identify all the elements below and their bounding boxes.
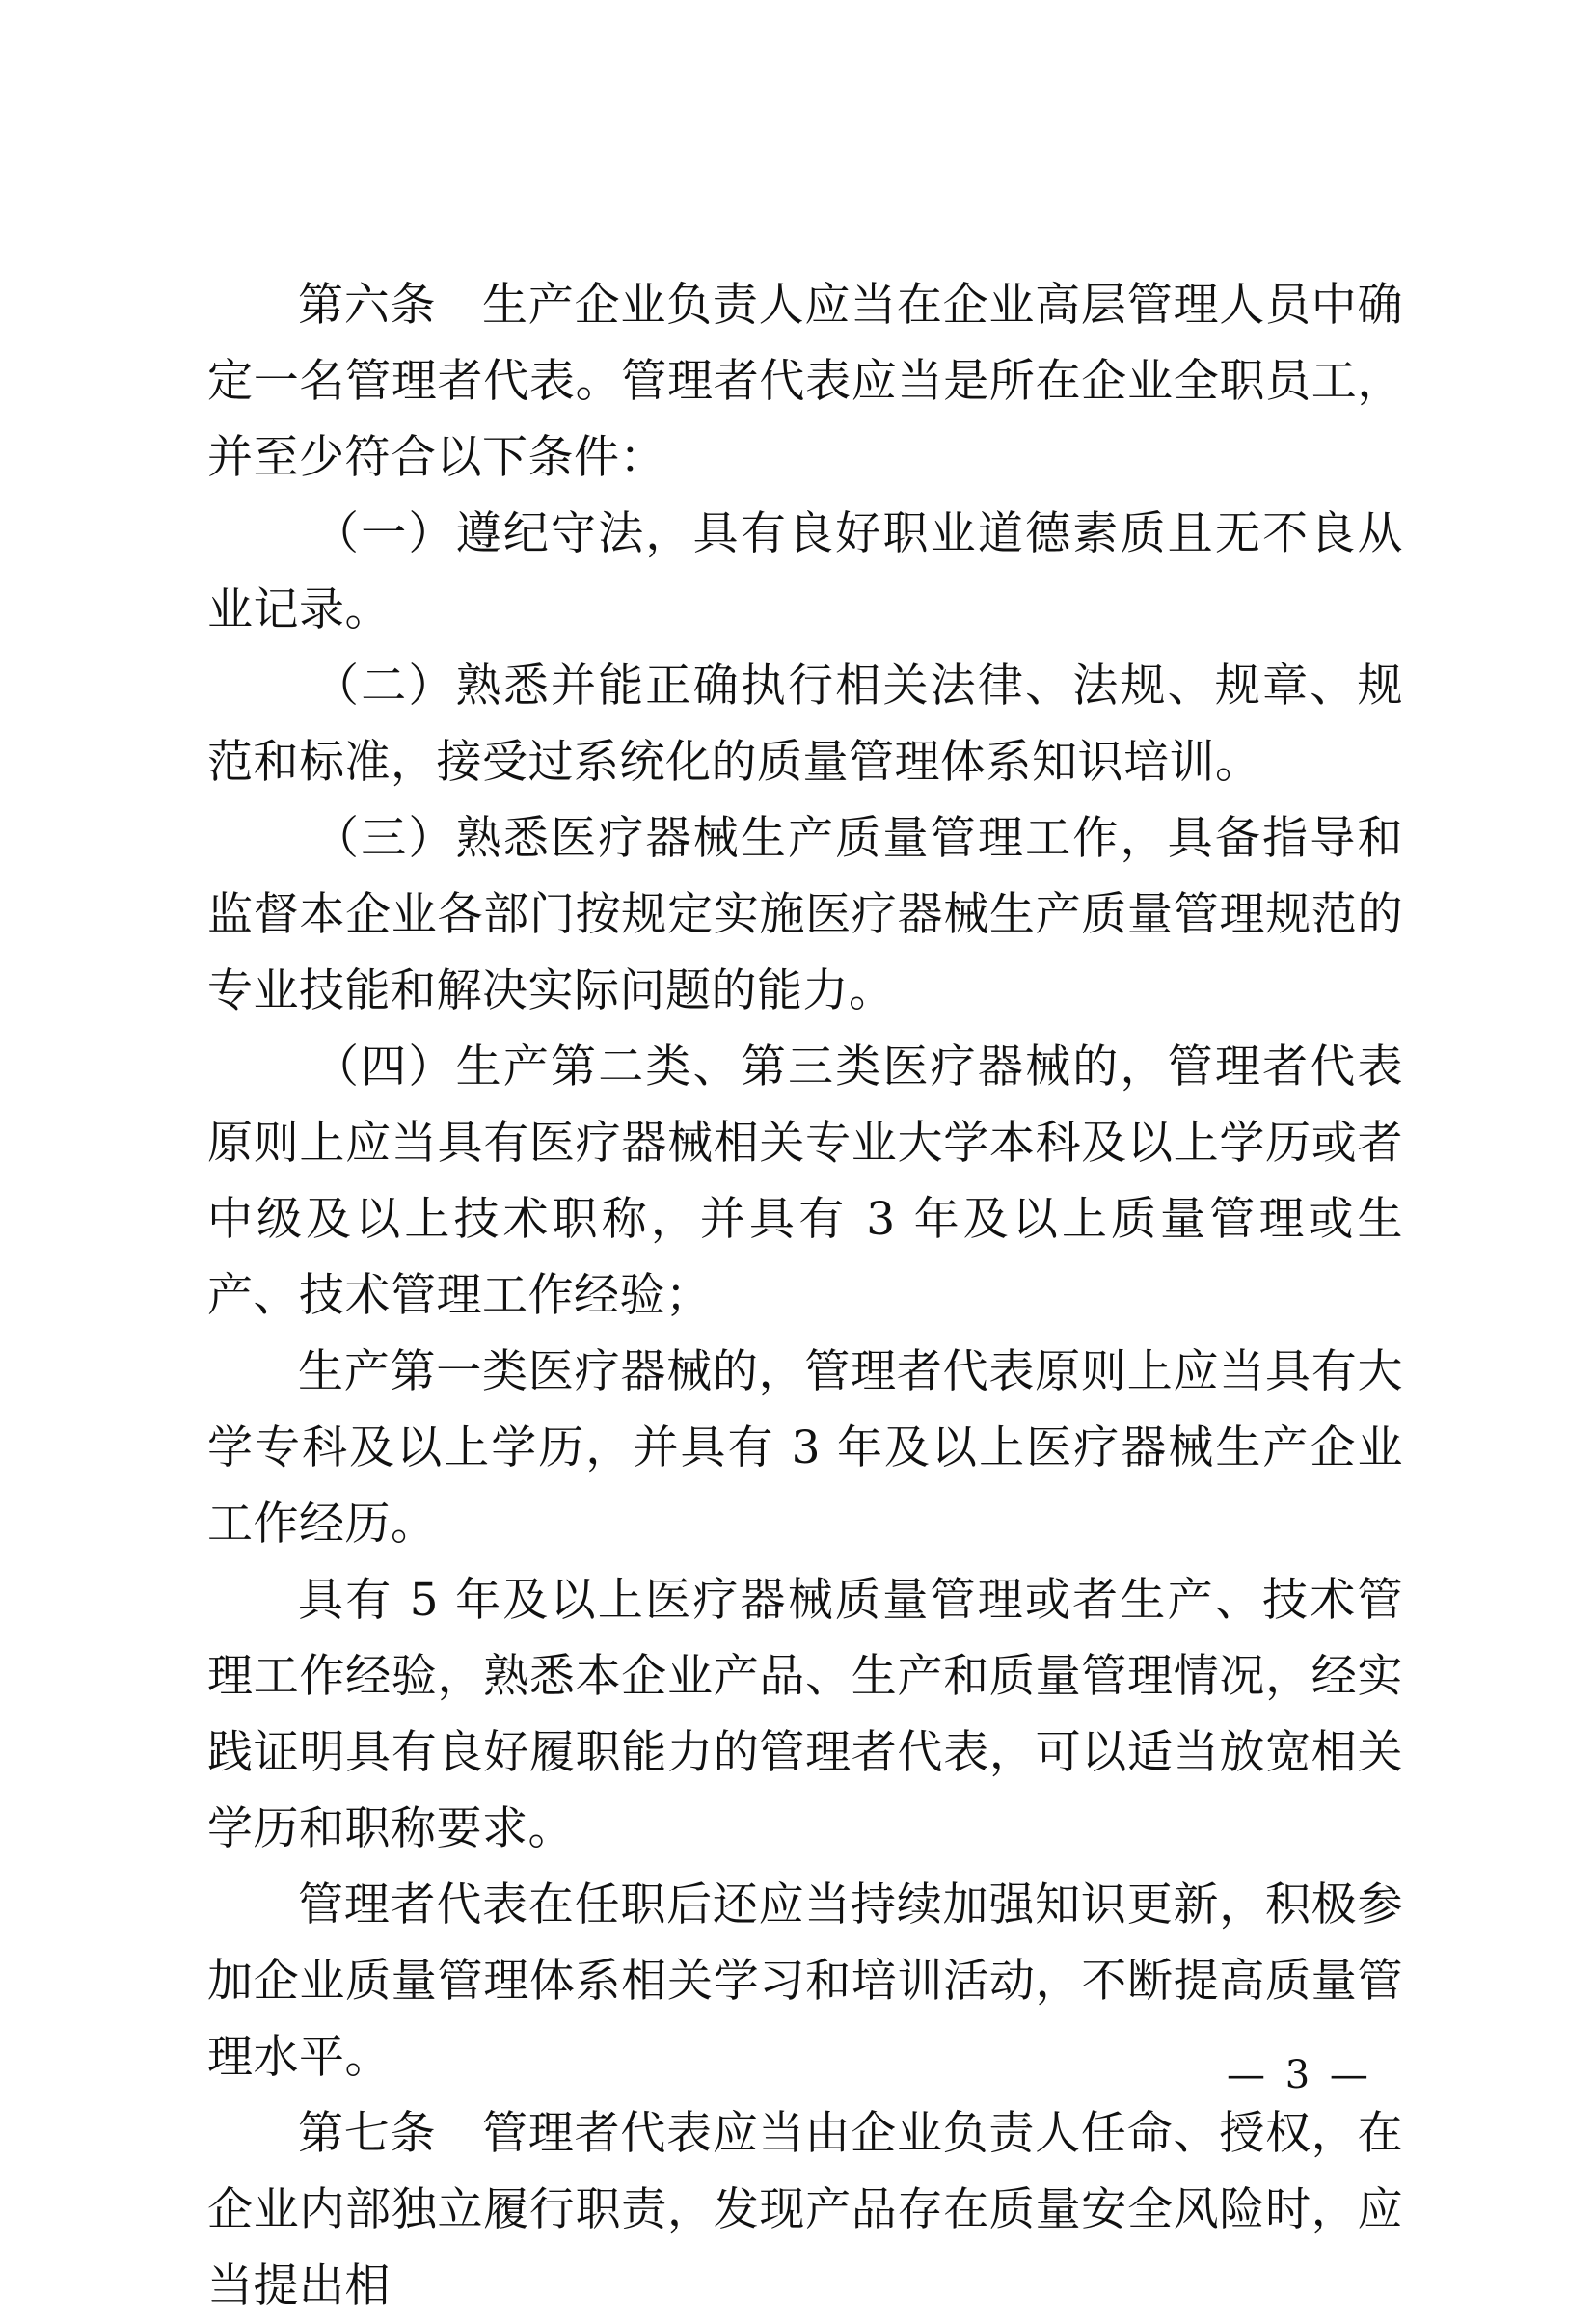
condition-4-paragraph: （四）生产第二类、第三类医疗器械的，管理者代表原则上应当具有医疗器械相关专业大学本科及以上学历或者中级及以上技术职称，并具有 3 年及以上质量管理或生产、技术管理工作经验；	[207, 1040, 1404, 1322]
condition-3-paragraph: （三）熟悉医疗器械生产质量管理工作，具备指导和监督本企业各部门按规定实施医疗器械生产质量管理规范的专业技能和解决实际问题的能力。	[207, 812, 1403, 1017]
page-number: — 3 —	[1227, 2053, 1372, 2097]
class-one-paragraph: 生产第一类医疗器械的，管理者代表原则上应当具有大学专科及以上学历，并具有 3 年及以上医疗器械生产企业工作经历。	[207, 1345, 1403, 1551]
experience-relaxation-paragraph: 具有 5 年及以上医疗器械质量管理或者生产、技术管理工作经验，熟悉本企业产品、生产和质量管理情况，经实践证明具有良好履职能力的管理者代表，可以适当放宽相关学历和职称要求。	[207, 1574, 1403, 1855]
condition-2-paragraph: （二）熟悉并能正确执行相关法律、法规、规章、规范和标准，接受过系统化的质量管理体系知识培训。	[207, 660, 1403, 789]
article-6-paragraph: 第六条 生产企业负责人应当在企业高层管理人员中确定一名管理者代表。管理者代表应当是所在企业全职员工，并至少符合以下条件：	[207, 279, 1403, 484]
article-7-paragraph: 第七条 管理者代表应当由企业负责人任命、授权，在企业内部独立履行职责，发现产品存在质量安全风险时，应当提出相	[207, 2107, 1403, 2312]
continuing-education-paragraph: 管理者代表在任职后还应当持续加强知识更新，积极参加企业质量管理体系相关学习和培训活动，不断提高质量管理水平。	[207, 1878, 1403, 2084]
condition-1-paragraph: （一）遵纪守法，具有良好职业道德素质且无不良从业记录。	[207, 507, 1403, 636]
document-body	[207, 267, 1403, 2324]
